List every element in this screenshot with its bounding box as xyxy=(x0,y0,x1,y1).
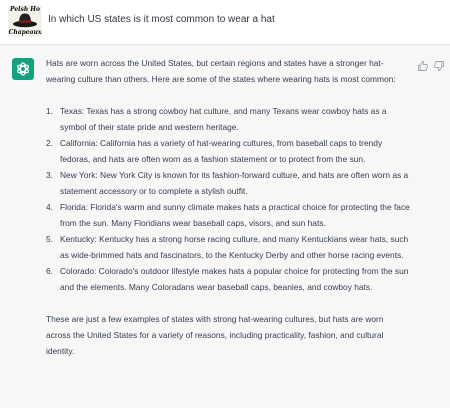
list-item-number: 6. xyxy=(46,266,53,276)
list-item-number: 5. xyxy=(46,234,53,244)
list-item xyxy=(46,263,410,295)
list-item-text: New York: New York City is known for its fashion-forward culture, and hats are often worn as a statement accessory or to complete a stylish outfit. xyxy=(60,170,409,196)
list-item-text: California: California has a variety of hat-wearing cultures, from baseball caps to trendy fedoras, and hats are often worn as a fashion statement or to protect from the sun. xyxy=(60,138,383,164)
list-item xyxy=(46,167,410,199)
assistant-message-row xyxy=(0,45,450,408)
response-intro: Hats are worn across the United States, but certain regions and states have a stronger hat-wearing culture than others. Here are some of the states where wearing hats is most common: xyxy=(46,58,396,84)
openai-logo-icon xyxy=(15,61,31,77)
like-button[interactable] xyxy=(417,59,429,71)
response-outro: These are just a few examples of states with strong hat-wearing cultures, but hats are worn across the United States for a variety of reasons, including practicality, fashion, and cultural identity. xyxy=(46,314,384,356)
assistant-message-content xyxy=(46,55,410,359)
list-item-number: 4. xyxy=(46,202,53,212)
thumbs-up-icon xyxy=(417,60,429,72)
list-item-number: 2. xyxy=(46,138,53,148)
list-item-number: 3. xyxy=(46,170,53,180)
list-item-text: Florida: Florida's warm and sunny climate makes hats a practical choice for protecting the face from the sun. Many Floridians wear baseball caps, visors, and sun hats. xyxy=(60,202,410,228)
assistant-avatar xyxy=(12,58,34,80)
states-list xyxy=(46,103,410,295)
avatar-logo-text-top: Pelsh Ho xyxy=(10,6,40,13)
dislike-button[interactable] xyxy=(433,59,445,71)
list-item xyxy=(46,199,410,231)
list-item xyxy=(46,135,410,167)
list-item xyxy=(46,231,410,263)
avatar-logo-text-bottom: Chapeaux xyxy=(8,29,42,36)
user-message-row xyxy=(0,0,450,45)
list-item-text: Colorado: Colorado's outdoor lifestyle makes hats a popular choice for protecting from the sun and the elements. Many Coloradans wear baseball caps, beanies, and cowboy hats. xyxy=(60,266,409,292)
user-avatar xyxy=(8,5,42,37)
list-item-text: Kentucky: Kentucky has a strong horse racing culture, and many Kentuckians wear hats, such as wide-brimmed hats and fascinators, to the Kentucky Derby and other horse racing events. xyxy=(60,234,409,260)
list-item xyxy=(46,103,410,135)
list-item-number: 1. xyxy=(46,106,53,116)
list-item-text: Texas: Texas has a strong cowboy hat culture, and many Texans wear cowboy hats as a symbol of their state pride and western heritage. xyxy=(60,106,387,132)
user-message-text: In which US states is it most common to wear a hat xyxy=(48,14,275,25)
thumbs-down-icon xyxy=(433,60,445,72)
